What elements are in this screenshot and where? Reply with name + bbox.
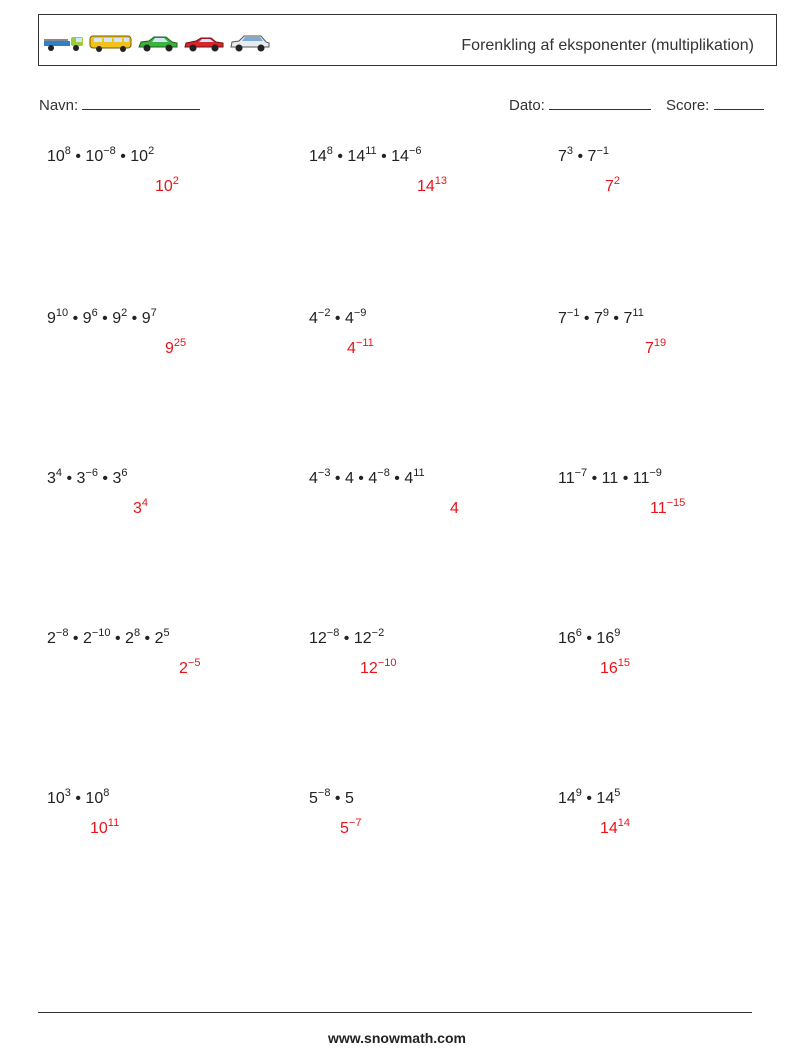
power-term: $14^8$ xyxy=(309,145,333,165)
truck-icon xyxy=(43,35,85,53)
answer-value xyxy=(340,817,362,838)
header-box xyxy=(38,14,777,66)
answer-power: $9^{25}$ xyxy=(165,337,187,357)
problem-expression xyxy=(558,307,644,328)
multiply-operator: • xyxy=(618,470,633,487)
power-term: $3^{-6}$ xyxy=(76,467,98,487)
power-term: $16^9$ xyxy=(596,627,621,647)
power-term: $4^{11}$ xyxy=(404,467,425,487)
answer-value xyxy=(645,337,667,358)
power-term: $10^3$ xyxy=(47,787,71,807)
multiply-operator: • xyxy=(70,148,86,165)
power-term: $7^{-1}$ xyxy=(558,307,580,327)
answer-value xyxy=(600,657,631,678)
multiply-operator: • xyxy=(97,310,113,327)
problem-expression xyxy=(558,467,662,488)
problem-expression xyxy=(47,467,128,488)
problem-expression xyxy=(558,787,621,808)
footer-url[interactable]: www.snowmath.com xyxy=(328,1030,466,1046)
problem-expression xyxy=(309,307,367,328)
power-term: $4^{-3}$ xyxy=(309,467,331,487)
answer-value xyxy=(90,817,120,838)
problem-expression xyxy=(309,627,385,648)
multiply-operator: • xyxy=(389,470,405,487)
multiply-operator: • xyxy=(330,790,345,807)
multiply-operator: • xyxy=(68,630,83,647)
power-term: $11^{-9}$ xyxy=(632,467,662,487)
red-car-icon xyxy=(183,35,225,53)
multiply-operator: • xyxy=(376,148,392,165)
multiply-operator: • xyxy=(68,310,83,327)
multiply-operator: • xyxy=(573,148,588,165)
van-icon xyxy=(89,35,133,53)
name-field[interactable] xyxy=(39,95,200,114)
multiply-operator: • xyxy=(353,470,369,487)
car-icons xyxy=(43,31,271,53)
power-term: $14^9$ xyxy=(558,787,582,807)
answer-value xyxy=(179,657,201,678)
answer-power: $12^{-10}$ xyxy=(360,657,397,677)
power-term: $9^6$ xyxy=(82,307,98,327)
power-term: $12^{-2}$ xyxy=(353,627,385,647)
multiply-operator: • xyxy=(587,470,602,487)
power-term: $7^3$ xyxy=(558,145,574,165)
power-term: $10^8$ xyxy=(47,145,71,165)
power-term: $7^9$ xyxy=(593,307,609,327)
problem-expression xyxy=(558,627,621,648)
power-term: $10^8$ xyxy=(85,787,110,807)
power-term: $10^{-8}$ xyxy=(85,145,116,165)
power-term: $4^{-9}$ xyxy=(344,307,367,327)
answer-value xyxy=(360,657,397,678)
answer-value xyxy=(650,497,686,518)
multiply-operator: • xyxy=(581,630,597,647)
power-term: $4^{-8}$ xyxy=(368,467,390,487)
problem-expression xyxy=(309,787,354,808)
date-blank[interactable] xyxy=(549,95,651,110)
name-label: Navn: xyxy=(39,97,79,114)
multiply-operator: • xyxy=(581,790,597,807)
power-term: $2^8$ xyxy=(125,627,141,647)
power-term: $14^{-6}$ xyxy=(391,145,422,165)
date-field[interactable] xyxy=(509,95,651,114)
power-term: $14^{11}$ xyxy=(347,145,377,165)
name-blank[interactable] xyxy=(82,95,200,110)
answer-value xyxy=(133,497,149,518)
answer-power: $4^{-11}$ xyxy=(347,337,374,357)
answer-power: $5^{-7}$ xyxy=(340,817,362,837)
problem-expression xyxy=(47,307,157,328)
multiply-operator: • xyxy=(127,310,142,327)
power-term: $12^{-8}$ xyxy=(309,627,340,647)
power-term: $3^4$ xyxy=(47,467,63,487)
score-blank[interactable] xyxy=(714,95,764,110)
power-term: $16^6$ xyxy=(558,627,582,647)
power-term: $9^7$ xyxy=(141,307,157,327)
multiply-operator: • xyxy=(97,470,113,487)
answer-power: $7^{19}$ xyxy=(645,337,667,357)
multiply-operator: • xyxy=(579,310,594,327)
problem-expression xyxy=(47,627,170,648)
problem-expression xyxy=(558,145,609,166)
answer-power: $7^2$ xyxy=(605,175,621,195)
multiply-operator: • xyxy=(140,630,155,647)
multiply-operator: • xyxy=(62,470,77,487)
multiply-operator: • xyxy=(330,310,345,327)
answer-value xyxy=(600,817,631,838)
answer-power: $2^{-5}$ xyxy=(179,657,201,677)
answer-value xyxy=(450,500,459,518)
power-term: $11^{-7}$ xyxy=(558,467,588,487)
power-term: $2^5$ xyxy=(154,627,170,647)
suv-icon xyxy=(229,35,271,53)
answer-value xyxy=(155,175,179,196)
multiply-operator: • xyxy=(332,148,348,165)
answer-value xyxy=(165,337,187,358)
power-term: $3^6$ xyxy=(112,467,128,487)
answer-power: $3^4$ xyxy=(133,497,149,517)
answer-power: $10^{11}$ xyxy=(90,817,120,837)
power-term: $14^5$ xyxy=(596,787,621,807)
multiply-operator: • xyxy=(330,470,345,487)
power-term: $9^{10}$ xyxy=(47,307,69,327)
problem-expression xyxy=(47,145,155,166)
multiply-operator: • xyxy=(339,630,354,647)
power-term: $7^{11}$ xyxy=(623,307,644,327)
power-term: $7^{-1}$ xyxy=(587,145,609,165)
page-title: Forenkling af eksponenter (multiplikation) xyxy=(461,37,754,54)
answer-value xyxy=(347,337,374,358)
power-term: 4 xyxy=(344,470,354,487)
power-term: 5 xyxy=(344,790,354,807)
power-term: $2^{-10}$ xyxy=(82,627,111,647)
power-term: $9^2$ xyxy=(112,307,128,327)
answer-power: $11^{-15}$ xyxy=(650,497,686,517)
answer-power: 4 xyxy=(450,500,459,517)
answer-value xyxy=(417,175,448,196)
answer-power: $10^2$ xyxy=(155,175,179,195)
footer-divider xyxy=(38,1012,752,1013)
power-term: $5^{-8}$ xyxy=(309,787,331,807)
problem-expression xyxy=(47,787,110,808)
answer-value xyxy=(605,175,621,196)
green-car-icon xyxy=(137,35,179,53)
problem-expression xyxy=(309,145,422,166)
date-label: Dato: xyxy=(509,97,545,114)
problem-expression xyxy=(309,467,425,488)
power-term: 11 xyxy=(601,470,619,487)
power-term: $4^{-2}$ xyxy=(309,307,331,327)
score-field[interactable] xyxy=(666,95,764,114)
answer-power: $14^{14}$ xyxy=(600,817,631,837)
power-term: $2^{-8}$ xyxy=(47,627,69,647)
multiply-operator: • xyxy=(115,148,131,165)
answer-power: $16^{15}$ xyxy=(600,657,631,677)
power-term: $10^2$ xyxy=(130,145,155,165)
multiply-operator: • xyxy=(70,790,86,807)
multiply-operator: • xyxy=(110,630,126,647)
answer-power: $14^{13}$ xyxy=(417,175,448,195)
multiply-operator: • xyxy=(608,310,624,327)
score-label: Score: xyxy=(666,97,710,114)
